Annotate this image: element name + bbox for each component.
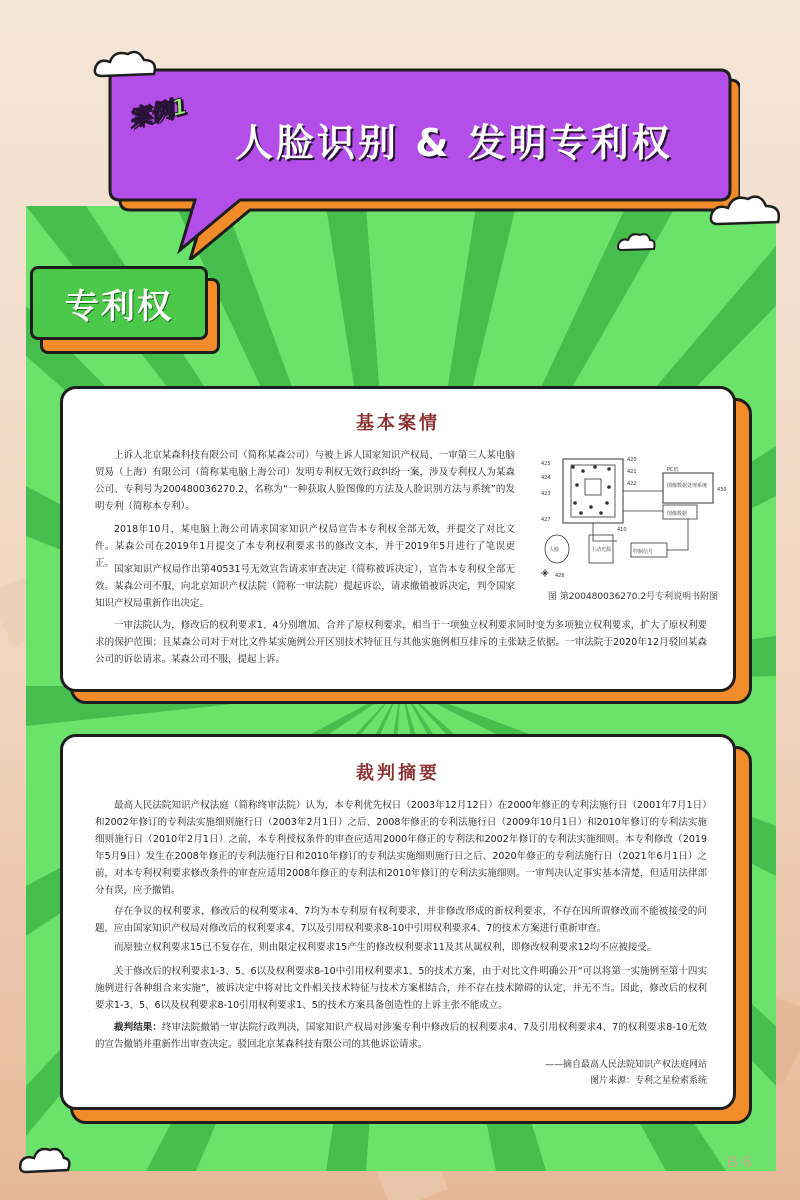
image-source-line: 图片来源：专利之星检索系统 bbox=[589, 1076, 707, 1086]
figure-label: 426 bbox=[555, 573, 565, 579]
figure-label: 人脸 bbox=[549, 547, 560, 553]
basic-case-paragraph: 2018年10月，某电脑上海公司请求国家知识产权局宣告本专利权全部无效，并提交了对比文件。某森公司在2019年1月提交了本专利权利要求书的修改文本，并于2019年5月进行了笔误更正。 bbox=[95, 524, 515, 569]
page-title: 人脸识别 & 发明专利权 bbox=[235, 121, 673, 165]
figure-label: 430 bbox=[717, 487, 727, 493]
judgment-paragraph: 存在争议的权利要求，修改后的权利要求4、7均为本专利原有权利要求，并非修改形成的新权利要求，不存在因所谓修改而不能被接受的问题，应由国家知识产权局对修改后的权利要求4、7以及引用权利要求8-10中引用权利要求4、7的技术方案进行重新审查。 bbox=[95, 906, 707, 934]
figure-label: 427 bbox=[541, 517, 551, 523]
figure-caption: 图 第200480036270.2号专利说明书附图 bbox=[547, 592, 719, 602]
basic-case-title: 基本案情 bbox=[356, 413, 440, 434]
figure-label: 图像数据处理系统 bbox=[667, 483, 708, 489]
figure-label: 423 bbox=[541, 491, 551, 497]
case-number-tag: 案例1 bbox=[126, 94, 190, 133]
judgment-result bbox=[95, 1019, 707, 1053]
figure-label: 410 bbox=[617, 527, 627, 533]
cloud-decoration bbox=[708, 188, 788, 232]
figure-label: 控制信号 bbox=[633, 549, 654, 555]
judgment-paragraph: 关于修改后的权利要求1-3、5、6以及权利要求8-10中引用权利要求1、5的技术方案，由于对比文件明确公开“可以将第一实施例至第十四实施例进行各种组合来实施”，被诉决定中将对比文件相关技术特征与技术方案相结合，并不存在技术障碍的认定，并无不当。因此，修改后的权利要求1-3、5、6以及权利要求8-10引用权利要求1、5的技术方案具备创造性的上诉主张不能成立。 bbox=[95, 966, 707, 1011]
figure-label: 422 bbox=[627, 481, 637, 487]
judgment-paragraph: 最高人民法院知识产权法庭（简称终审法院）认为，本专利优先权日（2003年12月12日）在2000年修正的专利法施行日（2001年7月1日）和2002年修订的专利法实施细则施行日（2003年2月1日）之后、2008年修正的专利法施行日（2009年10月1日）和2010年修订的专利法实施细则施行日（2010年2月1日）之前，本专利授权条件的审查应适用2000年修正的专利法和2002年修订的专利法实施细则。本专利修改（2019年5月9日）发生在2008年修正的专利法施行日和2010年修订的专利法实施细则施行日之后、2020年修正的专利法施行日（2021年6月1日）之前，对本专利权利要求修改条件的审查应适用2008年修正的专利法和2010年修订的专利法实施细则。一审判决认定事实基本清楚，但适用法律部分有误，应予撤销。 bbox=[95, 800, 707, 896]
figure-label: 421 bbox=[627, 469, 637, 475]
figure-label: 420 bbox=[627, 457, 637, 463]
result-text: 终审法院撤销一审法院行政判决，国家知识产权局对涉案专利中修改后的权利要求4、7及引用权利要求4、7的权利要求8-10无效的宣告撤销并重新作出审查决定。驳回北京某森科技有限公司的其他诉讼请求。 bbox=[95, 1022, 707, 1050]
figure-label: PC机 bbox=[667, 467, 679, 473]
basic-case-paragraph: 国家知识产权局作出第40531号无效宣告请求审查决定（简称被诉决定），宣告本专利权全部无效。某森公司不服，向北京知识产权法院（简称一审法院）提起诉讼，请求撤销被诉决定，判令国家知识产权局重新作出决定。 bbox=[95, 564, 515, 609]
cloud-decoration bbox=[616, 228, 656, 254]
result-label: 裁判结果： bbox=[114, 1022, 162, 1033]
figure-label: 图像数据 bbox=[667, 511, 688, 517]
patent-figure-diagram bbox=[533, 451, 733, 591]
source-citation bbox=[363, 1057, 707, 1089]
figure-label: 425 bbox=[541, 461, 551, 467]
basic-case-paragraph: 一审法院认为，修改后的权利要求1、4分别增加、合并了原权利要求，相当于一项独立权利要求同时变为多项独立权利要求，扩大了原权利要求的保护范围；且某森公司对于对比文件某实施例公开区别技术特征且与其他实施例相互排斥的主张缺乏依据。一审法院于2020年12月驳回某森公司的诉讼请求。某森公司不服，提起上诉。 bbox=[95, 620, 707, 665]
cloud-decoration bbox=[18, 1142, 72, 1178]
figure-label: 424 bbox=[541, 475, 551, 481]
basic-case-paragraph: 上诉人北京某森科技有限公司（简称某森公司）与被上诉人国家知识产权局、一审第三人某电脑贸易（上海）有限公司（简称某电脑上海公司）发明专利权无效行政纠纷一案，涉及专利权人为某森公司、专利号为200480036270.2、名称为“一种获取人脸图像的方法及人脸识别方法与系统”的发明专利（简称本专利）。 bbox=[95, 450, 515, 512]
page-number: B-6 bbox=[727, 1154, 752, 1171]
figure-label: 主动光源 bbox=[591, 547, 612, 553]
judgment-paragraph: 而原独立权利要求15已不复存在，则由限定权利要求15产生的修改权利要求11及其从属权利，即修改权利要求12均不应被接受。 bbox=[114, 942, 657, 953]
judgment-card bbox=[60, 734, 736, 1110]
section-tab-patent: 专利权 bbox=[30, 266, 208, 340]
basic-case-card bbox=[60, 386, 736, 692]
cloud-decoration bbox=[92, 44, 162, 84]
judgment-title: 裁判摘要 bbox=[356, 763, 440, 784]
source-line: ——摘自最高人民法院知识产权法庭网站 bbox=[544, 1060, 707, 1070]
